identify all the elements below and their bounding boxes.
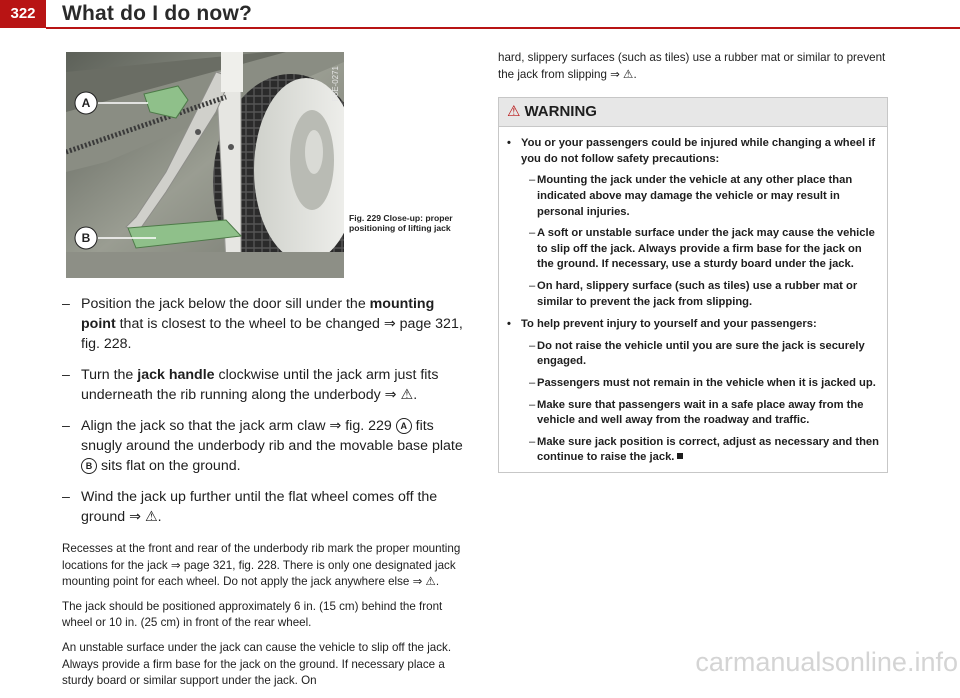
- warning-bullet: • To help prevent injury to yourself and your passengers:: [507, 318, 817, 331]
- step-item: – Position the jack below the door sill under the mounting point that is closest to the wheel to be changed ⇒ page 321, fig. 228.: [62, 296, 463, 352]
- warning-subitem: – Make sure jack position is correct, adjust as necessary and then continue to raise the jack.: [529, 435, 879, 464]
- jack-figure: [66, 52, 344, 278]
- step-item: – Align the jack so that the jack arm claw ⇒ fig. 229 A fits snugly around the underbody rib and the movable base plate B sits flat on the ground.: [62, 418, 463, 474]
- warning-box: [498, 97, 888, 473]
- warning-subitem: – On hard, slippery surface (such as tiles) use a rubber mat or similar to prevent the jack from slipping.: [529, 279, 858, 308]
- header-rule: [46, 27, 960, 29]
- body-paragraph: Recesses at the front and rear of the underbody rib mark the proper mounting locations for the jack ⇒ page 321, fig. 228. There is only one designated jack mounting point for each wheel. Do not apply the jack anywhere else ⇒ ⚠.: [62, 542, 461, 589]
- ref-a-badge: A: [396, 418, 412, 434]
- page-number: 322: [0, 0, 46, 28]
- watermark: carmanualsonline.info: [695, 647, 958, 677]
- warning-subitem: – A soft or unstable surface under the jack may cause the vehicle to slip off the jack. Always provide a firm base for the jack on the ground. If necessary, use a sturdy board under the jack.: [529, 227, 875, 271]
- callout-a: A: [81, 96, 91, 110]
- step-item: – Turn the jack handle clockwise until the jack arm just fits underneath the rib running along the underbody ⇒ ⚠.: [62, 367, 439, 403]
- section-end-mark: [677, 453, 683, 459]
- warning-bullet: • You or your passengers could be injured while changing a wheel if you do not follow safety precautions:: [507, 137, 876, 165]
- figure-caption: Fig. 229 Close-up: proper positioning of lifting jack: [349, 213, 453, 233]
- ref-b-badge: B: [81, 458, 97, 474]
- warning-subitem: – Mounting the jack under the vehicle at any other place than indicated above may damage the vehicle or may result in personal injuries.: [529, 174, 853, 218]
- warning-title: WARNING: [524, 103, 597, 121]
- body-paragraph: The jack should be positioned approximately 6 in. (15 cm) behind the front wheel or 10 in. (25 cm) in front of the rear wheel.: [62, 599, 443, 630]
- warning-subitem: – Passengers must not remain in the vehicle when it is jacked up.: [529, 376, 876, 389]
- warning-body: [499, 127, 887, 472]
- warning-subitem: – Make sure that passengers wait in a safe place away from the vehicle and well away from the roadway and traffic.: [529, 398, 864, 427]
- step-item: – Wind the jack up further until the flat wheel comes off the ground ⇒ ⚠.: [62, 489, 438, 525]
- warning-header: [499, 98, 887, 127]
- callout-b: B: [81, 231, 91, 245]
- figure-id: B8E-0271: [331, 66, 340, 102]
- right-column: [498, 50, 888, 473]
- left-column: [62, 294, 466, 698]
- body-paragraph: An unstable surface under the jack can cause the vehicle to slip off the jack. Always provide a firm base for the jack on the ground. If necessary place a sturdy board or similar support under the jack. On: [62, 640, 452, 688]
- page-title: What do I do now?: [62, 2, 253, 25]
- body-paragraph: hard, slippery surfaces (such as tiles) use a rubber mat or similar to prevent the jack from slipping ⇒ ⚠.: [498, 51, 886, 81]
- warning-triangle-icon: ⚠: [507, 103, 521, 121]
- jack-illustration: [66, 52, 344, 278]
- warning-subitem: – Do not raise the vehicle until you are sure the jack is securely engaged.: [529, 339, 865, 368]
